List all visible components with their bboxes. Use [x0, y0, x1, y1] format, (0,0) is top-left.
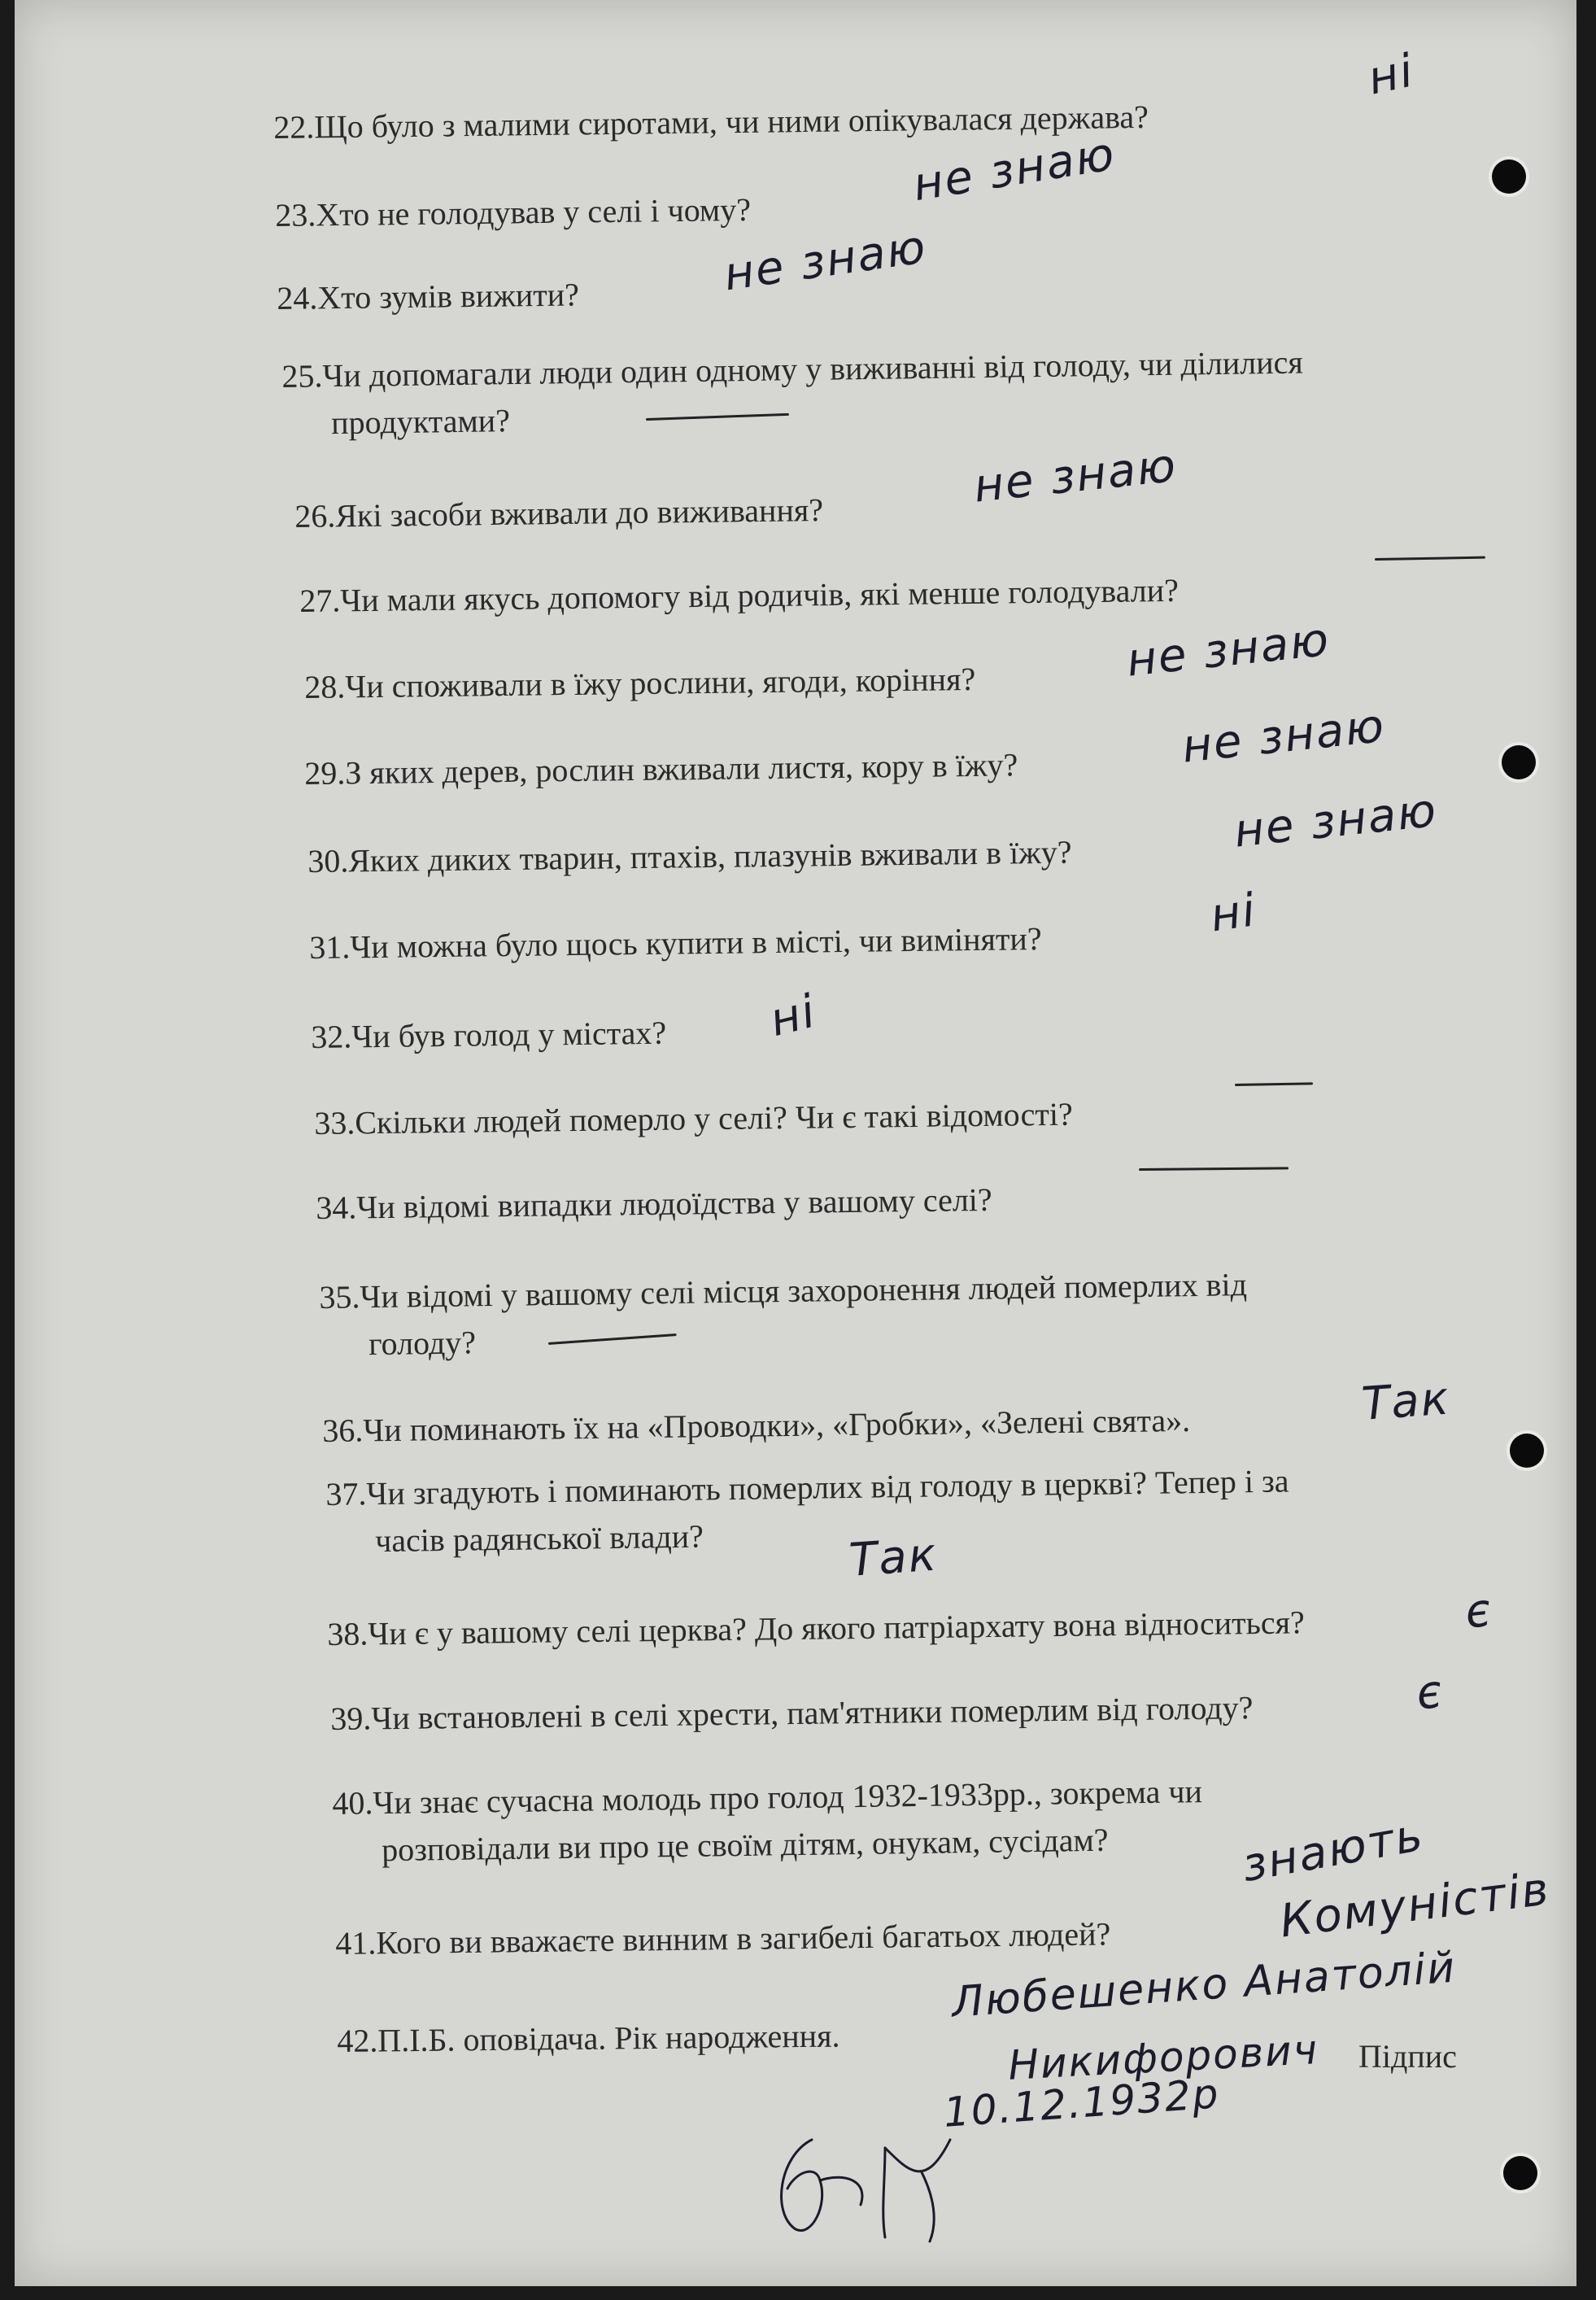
question-text-continued: голоду? — [368, 1324, 477, 1363]
question-28 — [304, 656, 976, 711]
answer-22: ні — [1363, 44, 1419, 106]
question-number: 31. — [309, 928, 351, 966]
punch-hole — [1502, 745, 1536, 779]
answer-32: ні — [765, 984, 822, 1048]
signature — [763, 2123, 991, 2245]
question-29 — [304, 741, 1018, 797]
question-number: 41. — [335, 1924, 377, 1962]
question-number: 23. — [275, 196, 316, 233]
answer-23: не знаю — [909, 127, 1119, 212]
question-number: 25. — [281, 357, 323, 395]
question-number: 22. — [273, 108, 315, 146]
question-text: Чи можна було щось купити в місті, чи виміняти? — [350, 920, 1042, 966]
question-text: Чи споживали в їжу рослини, ягоди, коріння? — [345, 660, 976, 705]
narrator-patronymic: Никифорович — [1007, 2026, 1320, 2089]
question-text-continued: часів радянської влади? — [374, 1517, 704, 1560]
question-text-continued: розповідали ви про це своїм дітям, онукам, сусідам? — [381, 1821, 1109, 1869]
question-23 — [275, 186, 751, 239]
question-number: 33. — [314, 1104, 355, 1141]
answer-28: не знаю — [1124, 613, 1333, 687]
question-text: П.І.Б. оповідача. Рік народження. — [377, 2017, 840, 2059]
question-number: 32. — [311, 1018, 352, 1055]
question-33 — [314, 1091, 1073, 1147]
question-text: Чи є у вашому селі церква? До якого патріархату вона відноситься? — [368, 1604, 1306, 1652]
narrator-birth-date: 10.12.1932р — [942, 2070, 1222, 2136]
question-37 — [325, 1457, 1290, 1565]
question-25 — [281, 338, 1304, 447]
question-number: 38. — [327, 1615, 368, 1652]
question-38 — [327, 1599, 1305, 1658]
question-number: 42. — [337, 2022, 378, 2059]
question-text: Яких диких тварин, птахів, плазунів вживали в їжу? — [348, 833, 1072, 879]
narrator-name: Любешенко Анатолій — [950, 1943, 1458, 2027]
question-number: 34. — [316, 1189, 357, 1226]
question-number: 39. — [330, 1700, 372, 1737]
question-text: Хто зумів вижити? — [317, 276, 580, 316]
question-text: Чи встановлені в селі хрести, пам'ятники померлим від голоду? — [371, 1689, 1254, 1737]
question-number: 26 — [294, 497, 328, 535]
question-text: Чи допомагали люди один одному у виживанні від голоду, чи ділилися — [322, 343, 1304, 395]
question-text: Хто не голодував у селі і чому? — [316, 190, 752, 233]
question-text: .Які засоби вживали до виживання? — [327, 491, 824, 535]
question-24 — [277, 271, 579, 322]
question-41 — [335, 1910, 1111, 1967]
question-text: Скільки людей померло у селі? Чи є такі відомості? — [355, 1095, 1073, 1141]
answer-27-dash — [1375, 556, 1485, 561]
answer-29: не знаю — [1180, 699, 1389, 774]
question-30 — [307, 829, 1072, 885]
question-42 — [337, 2013, 840, 2065]
question-number: 35. — [319, 1278, 360, 1316]
question-36 — [322, 1397, 1191, 1455]
answer-36: Так — [1360, 1372, 1452, 1431]
question-text: Чи був голод у містах? — [351, 1014, 667, 1055]
question-text: Чи поминають їх на «Проводки», «Гробки», «Зелені свята». — [363, 1401, 1191, 1449]
question-27 — [299, 567, 1179, 625]
answer-33-dash — [1235, 1082, 1313, 1086]
punch-hole — [1492, 159, 1526, 194]
punch-hole — [1510, 1434, 1544, 1468]
question-34 — [316, 1176, 992, 1232]
question-39 — [330, 1684, 1254, 1743]
question-26 — [294, 487, 823, 540]
answer-41: Комуністів — [1277, 1862, 1553, 1949]
question-text: Чи відомі у вашому селі місця захоронення людей померлих від — [360, 1266, 1248, 1316]
question-35 — [319, 1261, 1248, 1368]
questionnaire-page — [15, 0, 1576, 2286]
answer-38: є — [1463, 1583, 1495, 1639]
signature-label: Підпис — [1358, 2038, 1457, 2075]
answer-24: не знаю — [721, 220, 931, 302]
question-text: Чи згадують і поминають померлих від голоду в церкві? Тепер і за — [366, 1462, 1289, 1512]
question-31 — [309, 915, 1042, 971]
answer-30: не знаю — [1232, 783, 1441, 858]
question-number: 36. — [322, 1412, 364, 1449]
question-text: З яких дерев, рослин вживали листя, кору в їжу? — [345, 746, 1018, 792]
answer-40: знають — [1238, 1808, 1428, 1893]
question-number: 24. — [277, 279, 318, 316]
question-number: 30. — [307, 842, 349, 879]
question-text: Чи знає сучасна молодь про голод 1932-1933рр., зокрема чи — [373, 1773, 1203, 1822]
question-40 — [332, 1768, 1203, 1874]
answer-34-dash — [1139, 1167, 1289, 1171]
question-number: 29. — [304, 754, 346, 792]
question-text: Що було з малими сиротами, чи ними опікувалася держава? — [314, 98, 1149, 146]
question-text-continued: продуктами? — [330, 402, 511, 442]
answer-37: Так — [848, 1528, 940, 1587]
question-number: 28. — [304, 668, 346, 705]
question-text: Чи відомі випадки людоїдства у вашому селі? — [356, 1181, 992, 1226]
question-text: Чи мали якусь допомогу від родичів, які менше голодували? — [340, 571, 1180, 619]
answer-39: є — [1414, 1665, 1446, 1721]
question-32 — [311, 1010, 667, 1061]
question-number: 40. — [332, 1784, 373, 1822]
answer-26: не знаю — [971, 439, 1180, 513]
punch-hole — [1503, 2156, 1537, 2190]
question-text: Кого ви вважаєте винним в загибелі багатьох людей? — [376, 1915, 1111, 1962]
answer-31: ні — [1207, 884, 1260, 943]
question-number: 37. — [325, 1475, 367, 1512]
question-number: 27. — [299, 582, 341, 619]
